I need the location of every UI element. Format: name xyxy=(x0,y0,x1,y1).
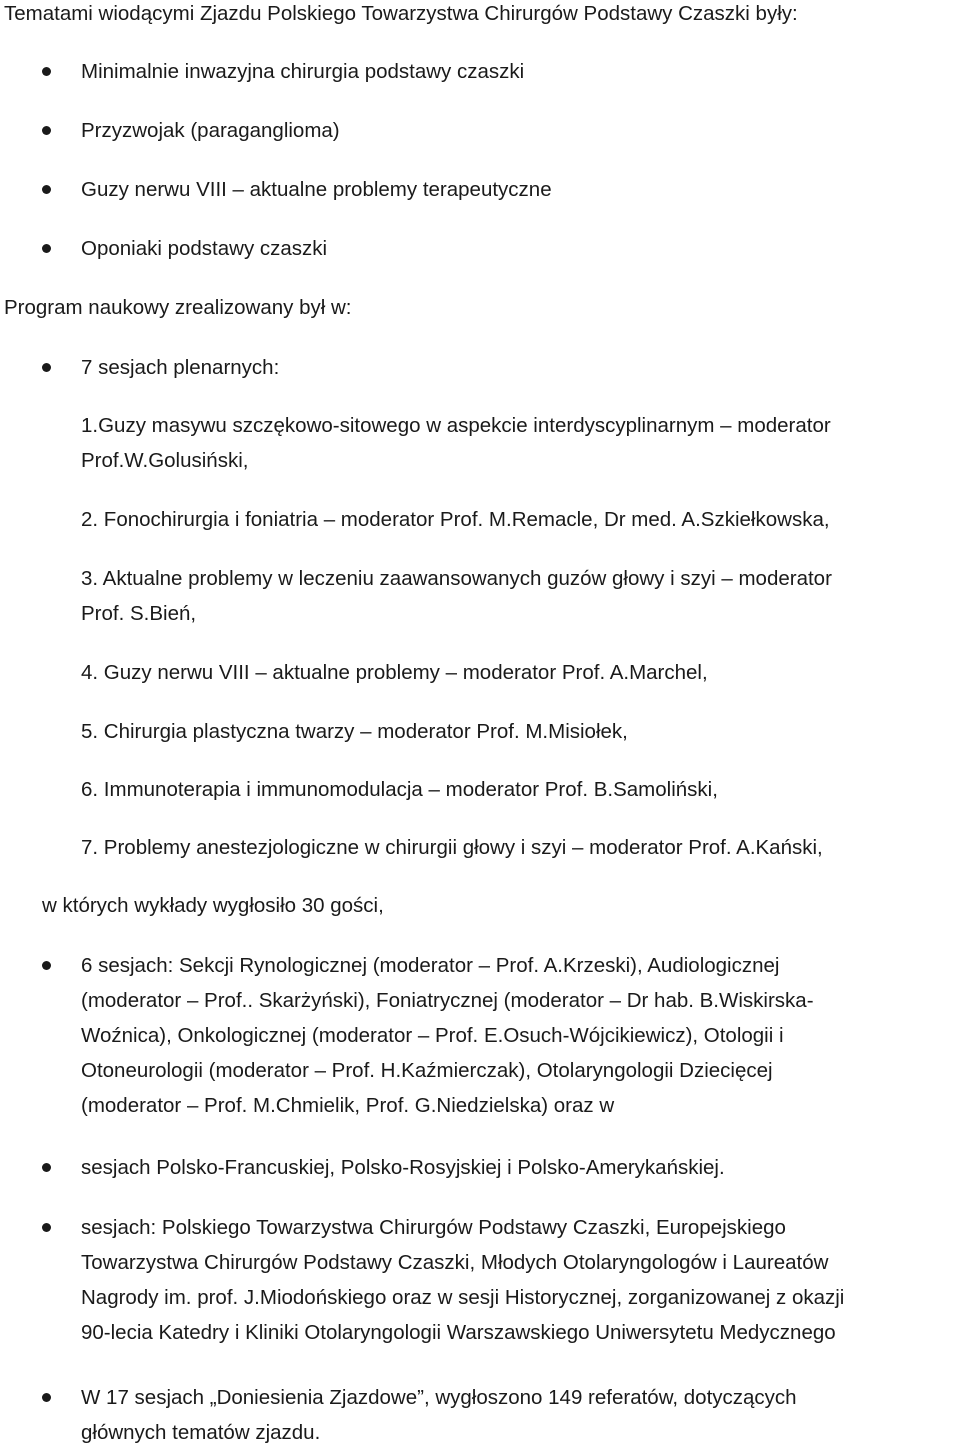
topic-text: Oponiaki podstawy czaszki xyxy=(81,237,328,260)
session-line: 4. Guzy nerwu VIII – aktualne problemy – moderator Prof. A.Marchel, xyxy=(81,661,708,684)
plenary-session-7 xyxy=(81,830,956,865)
session-line: 5. Chirurgia plastyczna twarzy – moderator Prof. M.Misiołek, xyxy=(81,720,628,743)
session-line: 2. Fonochirurgia i foniatria – moderator Prof. M.Remacle, Dr med. A.Szkiełkowska, xyxy=(81,508,830,531)
plenary-session-6 xyxy=(81,772,956,807)
plenary-session-4 xyxy=(81,655,956,690)
text-line: Towarzystwa Chirurgów Podstawy Czaszki, Młodych Otolaryngologów i Laureatów xyxy=(81,1251,829,1274)
text-line: 6 sesjach: Sekcji Rynologicznej (moderator – Prof. A.Krzeski), Audiologicznej xyxy=(81,954,780,977)
bullet-icon xyxy=(42,126,51,135)
bullet-icon xyxy=(42,1223,51,1232)
plenary-session-3 xyxy=(81,561,956,631)
bullet-icon xyxy=(42,244,51,253)
text-line: głównych tematów zjazdu. xyxy=(81,1421,321,1444)
session-line: Prof. S.Bień, xyxy=(81,602,197,625)
bullet-icon xyxy=(42,67,51,76)
societies-text xyxy=(81,1210,956,1350)
bullet-icon xyxy=(42,961,51,970)
session-line: Prof.W.Golusiński, xyxy=(81,449,249,472)
bullet-icon xyxy=(42,363,51,372)
bullet-icon xyxy=(42,185,51,194)
plenary-label: 7 sesjach plenarnych: xyxy=(81,356,280,379)
international-text: sesjach Polsko-Francuskiej, Polsko-Rosyjskiej i Polsko-Amerykańskiej. xyxy=(81,1156,725,1179)
text-line: 90-lecia Katedry i Kliniki Otolaryngologii Warszawskiego Uniwersytetu Medycznego xyxy=(81,1321,836,1344)
text-line: Woźnica), Onkologicznej (moderator – Prof. E.Osuch-Wójcikiewicz), Otologii i xyxy=(81,1024,784,1047)
plenary-session-5 xyxy=(81,714,956,749)
text-line: W 17 sesjach „Doniesienia Zjazdowe”, wygłoszono 149 referatów, dotyczących xyxy=(81,1386,797,1409)
text-line: (moderator – Prof. M.Chmielik, Prof. G.Niedzielska) oraz w xyxy=(81,1094,615,1117)
bullet-icon xyxy=(42,1163,51,1172)
session-line: 6. Immunoterapia i immunomodulacja – moderator Prof. B.Samoliński, xyxy=(81,778,718,801)
topic-text: Przyzwojak (paraganglioma) xyxy=(81,119,340,142)
intro-paragraph: Tematami wiodącymi Zjazdu Polskiego Towarzystwa Chirurgów Podstawy Czaszki były: xyxy=(4,2,798,25)
text-line: sesjach: Polskiego Towarzystwa Chirurgów Podstawy Czaszki, Europejskiego xyxy=(81,1216,786,1239)
reports-text xyxy=(81,1380,956,1450)
session-line: 1.Guzy masywu szczękowo-sitowego w aspekcie interdyscyplinarnym – moderator xyxy=(81,414,831,437)
session-line: 3. Aktualne problemy w leczeniu zaawansowanych guzów głowy i szyi – moderator xyxy=(81,567,832,590)
session-line: 7. Problemy anestezjologiczne w chirurgii głowy i szyi – moderator Prof. A.Kański, xyxy=(81,836,823,859)
topic-text: Minimalnie inwazyjna chirurgia podstawy czaszki xyxy=(81,60,525,83)
text-line: (moderator – Prof.. Skarżyński), Foniatrycznej (moderator – Dr hab. B.Wiskirska- xyxy=(81,989,814,1012)
program-heading: Program naukowy zrealizowany był w: xyxy=(4,296,352,319)
lectures-note: w których wykłady wygłosiło 30 gości, xyxy=(42,894,384,917)
plenary-session-1 xyxy=(81,408,956,478)
topic-text: Guzy nerwu VIII – aktualne problemy terapeutyczne xyxy=(81,178,552,201)
text-line: Otoneurologii (moderator – Prof. H.Kaźmierczak), Otolaryngologii Dziecięcej xyxy=(81,1059,773,1082)
bullet-icon xyxy=(42,1393,51,1402)
plenary-session-2 xyxy=(81,502,956,537)
text-line: Nagrody im. prof. J.Miodońskiego oraz w sesji Historycznej, zorganizowanej z okazji xyxy=(81,1286,845,1309)
sections-text xyxy=(81,948,956,1123)
